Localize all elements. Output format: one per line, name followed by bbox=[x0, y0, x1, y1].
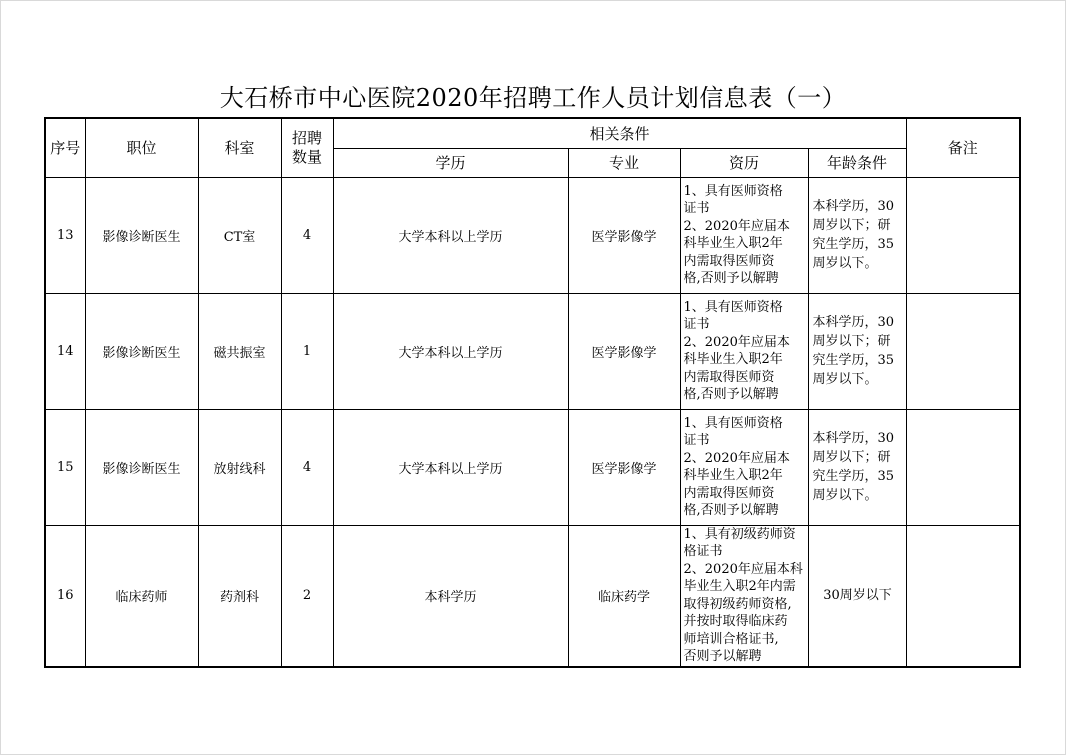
cell-count: 4 bbox=[281, 409, 333, 525]
header-position: 职位 bbox=[85, 118, 198, 177]
cell-qualification: 1、具有医师资格 证书 2、2020年应届本 科毕业生入职2年 内需取得医师资 格,否则予以解聘 bbox=[680, 177, 808, 293]
cell-remarks bbox=[906, 293, 1020, 409]
header-recruit-line1: 招聘 bbox=[291, 128, 322, 147]
cell-qualification: 1、具有医师资格 证书 2、2020年应届本 科毕业生入职2年 内需取得医师资 格,否则予以解聘 bbox=[680, 409, 808, 525]
cell-department: CT室 bbox=[198, 177, 281, 293]
header-recruit-line2: 数量 bbox=[291, 147, 322, 166]
cell-department: 药剂科 bbox=[198, 525, 281, 667]
cell-major: 医学影像学 bbox=[568, 177, 680, 293]
header-age: 年龄条件 bbox=[808, 148, 906, 177]
header-department: 科室 bbox=[198, 118, 281, 177]
cell-count: 2 bbox=[281, 525, 333, 667]
header-recruit-count bbox=[281, 118, 333, 177]
table-row bbox=[45, 293, 1020, 409]
cell-education: 本科学历 bbox=[333, 525, 568, 667]
cell-remarks bbox=[906, 177, 1020, 293]
header-remarks: 备注 bbox=[906, 118, 1020, 177]
cell-position: 临床药师 bbox=[85, 525, 198, 667]
recruitment-table bbox=[44, 117, 1021, 668]
cell-remarks bbox=[906, 525, 1020, 667]
table-row bbox=[45, 525, 1020, 667]
cell-qualification: 1、具有医师资格 证书 2、2020年应届本 科毕业生入职2年 内需取得医师资 格,否则予以解聘 bbox=[680, 293, 808, 409]
cell-seq: 15 bbox=[45, 409, 85, 525]
cell-age: 30周岁以下 bbox=[808, 525, 906, 667]
header-major: 专业 bbox=[568, 148, 680, 177]
header-education: 学历 bbox=[333, 148, 568, 177]
cell-age: 本科学历，30 周岁以下；研 究生学历，35 周岁以下。 bbox=[808, 177, 906, 293]
table-row bbox=[45, 177, 1020, 293]
cell-qualification: 1、具有初级药师资 格证书 2、2020年应届本科 毕业生入职2年内需 取得初级药师资格, 并按时取得临床药 师培训合格证书, 否则予以解聘 bbox=[680, 525, 808, 667]
cell-position: 影像诊断医生 bbox=[85, 293, 198, 409]
cell-department: 磁共振室 bbox=[198, 293, 281, 409]
cell-major: 医学影像学 bbox=[568, 409, 680, 525]
cell-position: 影像诊断医生 bbox=[85, 177, 198, 293]
cell-age: 本科学历，30 周岁以下；研 究生学历，35 周岁以下。 bbox=[808, 409, 906, 525]
header-qualification: 资历 bbox=[680, 148, 808, 177]
document-title: 大石桥市中心医院2020年招聘工作人员计划信息表（一） bbox=[219, 84, 847, 112]
cell-education: 大学本科以上学历 bbox=[333, 177, 568, 293]
cell-position: 影像诊断医生 bbox=[85, 409, 198, 525]
table-row bbox=[45, 409, 1020, 525]
cell-major: 临床药学 bbox=[568, 525, 680, 667]
cell-remarks bbox=[906, 409, 1020, 525]
cell-seq: 13 bbox=[45, 177, 85, 293]
cell-count: 1 bbox=[281, 293, 333, 409]
header-seq: 序号 bbox=[45, 118, 85, 177]
cell-education: 大学本科以上学历 bbox=[333, 293, 568, 409]
cell-count: 4 bbox=[281, 177, 333, 293]
header-conditions: 相关条件 bbox=[333, 118, 906, 148]
cell-major: 医学影像学 bbox=[568, 293, 680, 409]
cell-department: 放射线科 bbox=[198, 409, 281, 525]
cell-seq: 14 bbox=[45, 293, 85, 409]
cell-age: 本科学历，30 周岁以下；研 究生学历，35 周岁以下。 bbox=[808, 293, 906, 409]
cell-education: 大学本科以上学历 bbox=[333, 409, 568, 525]
cell-seq: 16 bbox=[45, 525, 85, 667]
